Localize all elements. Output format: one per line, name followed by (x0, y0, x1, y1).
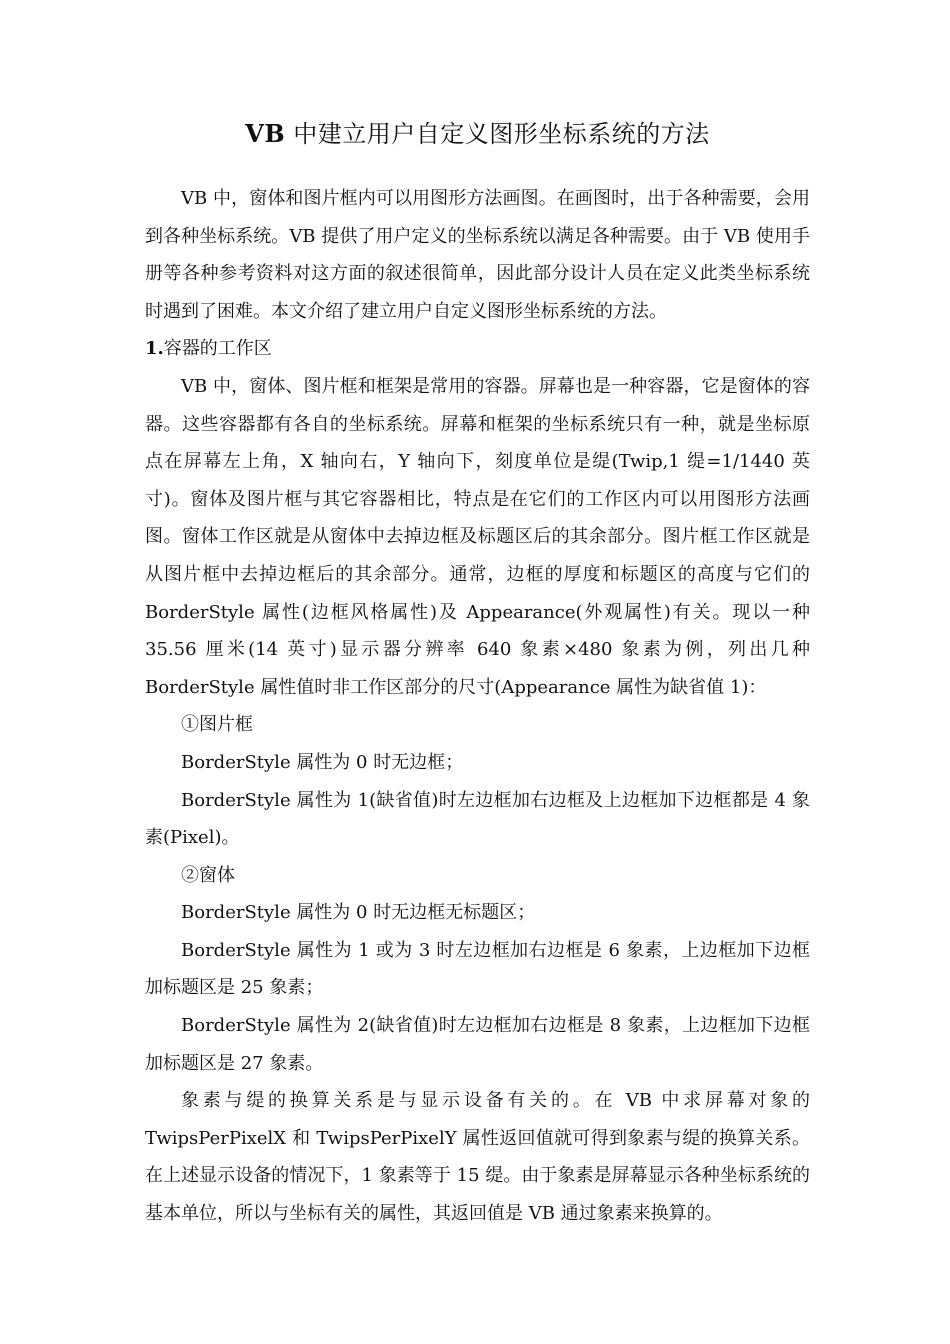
document-title (145, 112, 810, 156)
list-item: BorderStyle 属性为 0 时无边框无标题区； (181, 902, 536, 924)
list-item: BorderStyle 属性为 1(缺省值)时左边框加右边框及上边框加下边框都是 4 象素(Pixel)。 (145, 789, 810, 849)
document-title-prefix: VB (245, 119, 286, 148)
body-paragraph: VB 中，窗体、图片框和框架是常用的容器。屏幕也是一种容器，它是窗体的容器。这些容器都有各自的坐标系统。屏幕和框架的坐标系统只有一种，就是坐标原点在屏幕左上角，X 轴向右，Y 轴向下，刻度单位是缇(Twip,1 缇=1/1440 英寸)。窗体及图片框与其它容器相比，特点是在它们的工作区内可以用图形方法画图。窗体工作区就是从窗体中去掉边框及标题区后的其余部分。图片框工作区就是从图片框中去掉边框后的其余部分。通常，边框的厚度和标题区的高度与它们的 BorderStyle 属性(边框风格属性)及 Appearance(外观属性)有关。现以一种 35.56 厘米(14 英寸)显示器分辨率 640 象素×480 象素为例，列出几种 BorderStyle 属性值时非工作区部分的尺寸(Appearance 属性为缺省值 1)： (145, 375, 810, 698)
document-title-rest: 中建立用户自定义图形坐标系统的方法 (285, 120, 710, 148)
section-heading-1 (145, 330, 810, 368)
document-page (145, 112, 810, 1233)
section-label: 容器的工作区 (163, 338, 272, 360)
list-label-form: ②窗体 (181, 864, 235, 886)
list-item: BorderStyle 属性为 2(缺省值)时左边框加右边框是 8 象素，上边框加下边框加标题区是 27 象素。 (145, 1015, 810, 1074)
list-item: BorderStyle 属性为 1 或为 3 时左边框加右边框是 6 象素，上边框加下边框加标题区是 25 象素； (145, 939, 810, 999)
intro-paragraph: VB 中，窗体和图片框内可以用图形方法画图。在画图时，出于各种需要，会用到各种坐标系统。VB 提供了用户定义的坐标系统以满足各种需要。由于 VB 使用手册等各种参考资料对这方面的叙述很简单，因此部分设计人员在定义此类坐标系统时遇到了困难。本文介绍了建立用户自定义图形坐标系统的方法。 (145, 188, 810, 322)
section-number: 1. (145, 338, 164, 360)
list-item: BorderStyle 属性为 0 时无边框； (181, 751, 464, 773)
body-paragraph: 象素与缇的换算关系是与显示设备有关的。在 VB 中求屏幕对象的 TwipsPerPixelX 和 TwipsPerPixelY 属性返回值就可得到象素与缇的换算关系。在上述显示设备的情况下，1 象素等于 15 缇。由于象素是屏幕显示各种坐标系统的基本单位，所以与坐标有关的属性，其返回值是 VB 通过象素来换算的。 (145, 1090, 810, 1225)
list-label-picturebox: ①图片框 (181, 714, 253, 736)
